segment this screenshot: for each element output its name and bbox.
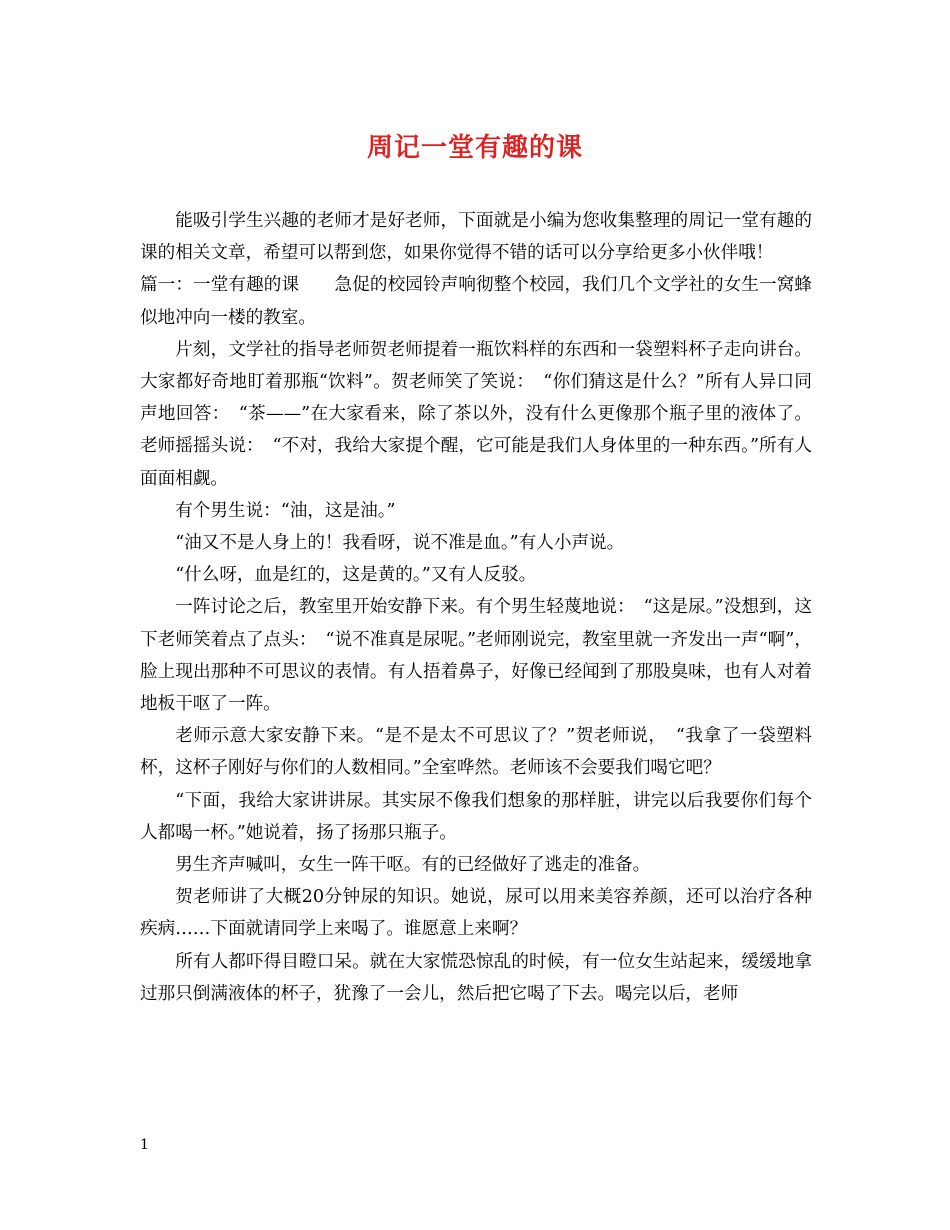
paragraph-cups: 老师示意大家安静下来。“是不是太不可思议了？”贺老师说， “我拿了一袋塑料杯，这杯子刚好与你们的人数相同。”全室哗然。老师该不会要我们喝它吧？ bbox=[140, 726, 812, 779]
page-number: 1 bbox=[140, 1137, 149, 1153]
paragraph-reaction: 男生齐声喊叫，女生一阵干呕。有的已经做好了逃走的准备。 bbox=[175, 855, 651, 876]
paragraph-yellow: “什么呀，血是红的，这是黄的。”又有人反驳。 bbox=[175, 565, 537, 586]
paragraph-intro: 能吸引学生兴趣的老师才是好老师，下面就是小编为您收集整理的周记一堂有趣的课的相关文章，希望可以帮到您，如果你觉得不错的话可以分享给更多小伙伴哦！ bbox=[140, 211, 812, 264]
paragraph-girl-drinks: 所有人都吓得目瞪口呆。就在大家慌恐惊乱的时候，有一位女生站起来，缓缓地拿过那只倒满液体的杯子，犹豫了一会儿，然后把它喝了下去。喝完以后，老师 bbox=[140, 951, 812, 1004]
page-title: 周记一堂有趣的课 bbox=[366, 133, 583, 163]
paragraph-urine: 一阵讨论之后，教室里开始安静下来。有个男生轻蔑地说： “这是尿。”没想到，这下老师笑着点了点头： “说不准真是尿呢。”老师刚说完，教室里就一齐发出一声“啊”，脸上现出那种不可思议的表情。有人捂着鼻子，好像已经闻到了那股臭味，也有人对着地板干呕了一阵。 bbox=[140, 597, 812, 715]
paragraph-explain: “下面，我给大家讲讲尿。其实尿不像我们想象的那样脏，讲完以后我要你们每个人都喝一杯。”她说着，扬了扬那只瓶子。 bbox=[140, 790, 812, 843]
paragraph-chapter-one: 篇一：一堂有趣的课 急促的校园铃声响彻整个校园，我们几个文学社的女生一窝蜂似地冲向一楼的教室。 bbox=[140, 275, 812, 328]
paragraph-teacher-bottle: 片刻，文学社的指导老师贺老师提着一瓶饮料样的东西和一袋塑料杯子走向讲台。大家都好奇地盯着那瓶“饮料”。贺老师笑了笑说： “你们猜这是什么？”所有人异口同声地回答： “茶——”在大家看来，除了茶以外，没有什么更像那个瓶子里的液体了。老师摇摇头说： “不对，我给大家提个醒，它可能是我们人身体里的一种东西。”所有人面面相觑。 bbox=[140, 339, 812, 489]
article-body bbox=[140, 205, 812, 1010]
paragraph-blood: “油又不是人身上的！我看呀，说不准是血。”有人小声说。 bbox=[175, 533, 625, 554]
paragraph-knowledge: 贺老师讲了大概20分钟尿的知识。她说，尿可以用来美容养颜，还可以治疗各种疾病……下面就请同学上来喝了。谁愿意上来啊？ bbox=[140, 887, 812, 940]
paragraph-oil: 有个男生说：“油，这是油。” bbox=[175, 500, 396, 521]
